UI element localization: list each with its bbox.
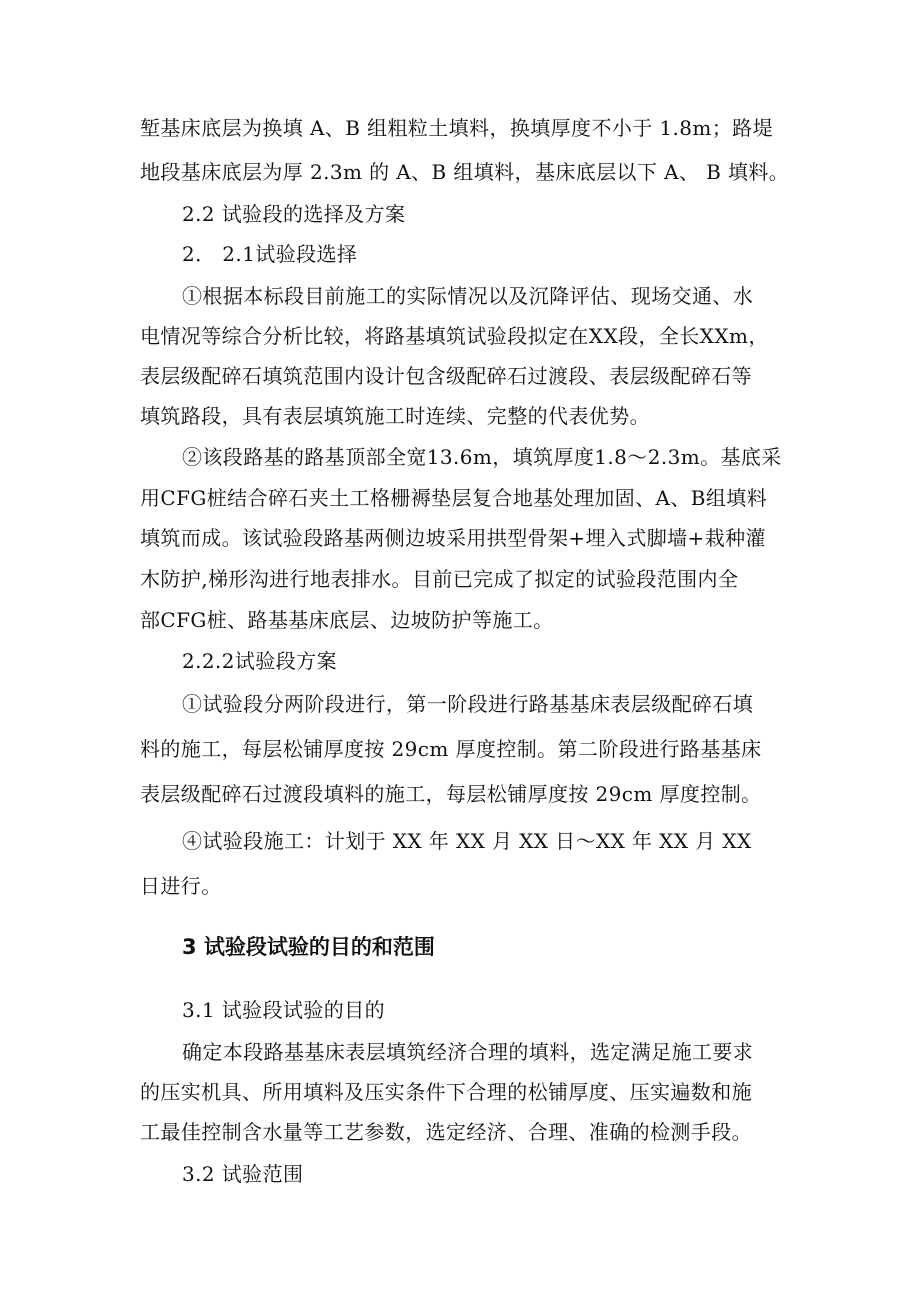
paragraph-line: 料的施工，每层松铺厚度按 29cm 厚度控制。第二阶段进行路基基床 [140,737,762,761]
paragraph-line: 用CFG桩结合碎石夹土工格栅褥垫层复合地基处理加固、A、B组填料 [140,486,768,510]
paragraph-line: 木防护,梯形沟进行地表排水。目前已完成了拟定的试验段范围内全 [140,567,739,591]
paragraph-line: 工最佳控制含水量等工艺参数，选定经济、合理、准确的检测手段。 [140,1120,752,1144]
section-title-2-2-1: 2． 2.1试验段选择 [182,242,358,266]
paragraph-line: 填筑路段，具有表层填筑施工时连续、完整的代表优势。 [140,404,650,428]
paragraph-line: 部CFG桩、路基基床底层、边坡防护等施工。 [140,608,554,632]
paragraph-line: 的压实机具、所用填料及压实条件下合理的松铺厚度、压实遍数和施 [140,1080,752,1104]
paragraph-line: ①根据本标段目前施工的实际情况以及沉降评估、现场交通、水 [182,284,754,308]
section-title-2-2-2: 2.2.2试验段方案 [182,649,337,673]
chapter-heading-3: 3 试验段试验的目的和范围 [182,935,435,959]
paragraph-line: 确定本段路基基床表层填筑经济合理的填料，选定满足施工要求 [182,1040,754,1064]
paragraph-line: 日进行。 [140,874,222,898]
paragraph-line: ④试验段施工：计划于 XX 年 XX 月 XX 日～XX 年 XX 月 XX [182,829,752,853]
section-title-3-1: 3.1 试验段试验的目的 [182,998,385,1022]
section-title-3-2: 3.2 试验范围 [182,1162,304,1186]
paragraph-line: 电情况等综合分析比较，将路基填筑试验段拟定在XX段，全长XXm， [140,324,769,348]
paragraph-line: 地段基床底层为厚 2.3m 的 A、B 组填料，基床底层以下 A、 B 填料。 [140,160,790,184]
paragraph-line: 表层级配碎石过渡段填料的施工，每层松铺厚度按 29cm 厚度控制。 [140,782,762,806]
paragraph-line: 堑基床底层为换填 A、B 组粗粒土填料，换填厚度不小于 1.8m；路堤 [140,116,773,140]
paragraph-line: 表层级配碎石填筑范围内设计包含级配碎石过渡段、表层级配碎石等 [140,364,752,388]
paragraph-line: ②该段路基的路基顶部全宽13.6m，填筑厚度1.8～2.3m。基底采 [182,445,782,469]
section-title-2-2: 2.2 试验段的选择及方案 [182,202,406,226]
paragraph-line: 填筑而成。该试验段路基两侧边坡采用拱型骨架+埋入式脚墙+栽种灌 [140,526,766,550]
paragraph-line: ①试验段分两阶段进行，第一阶段进行路基基床表层级配碎石填 [182,692,754,716]
